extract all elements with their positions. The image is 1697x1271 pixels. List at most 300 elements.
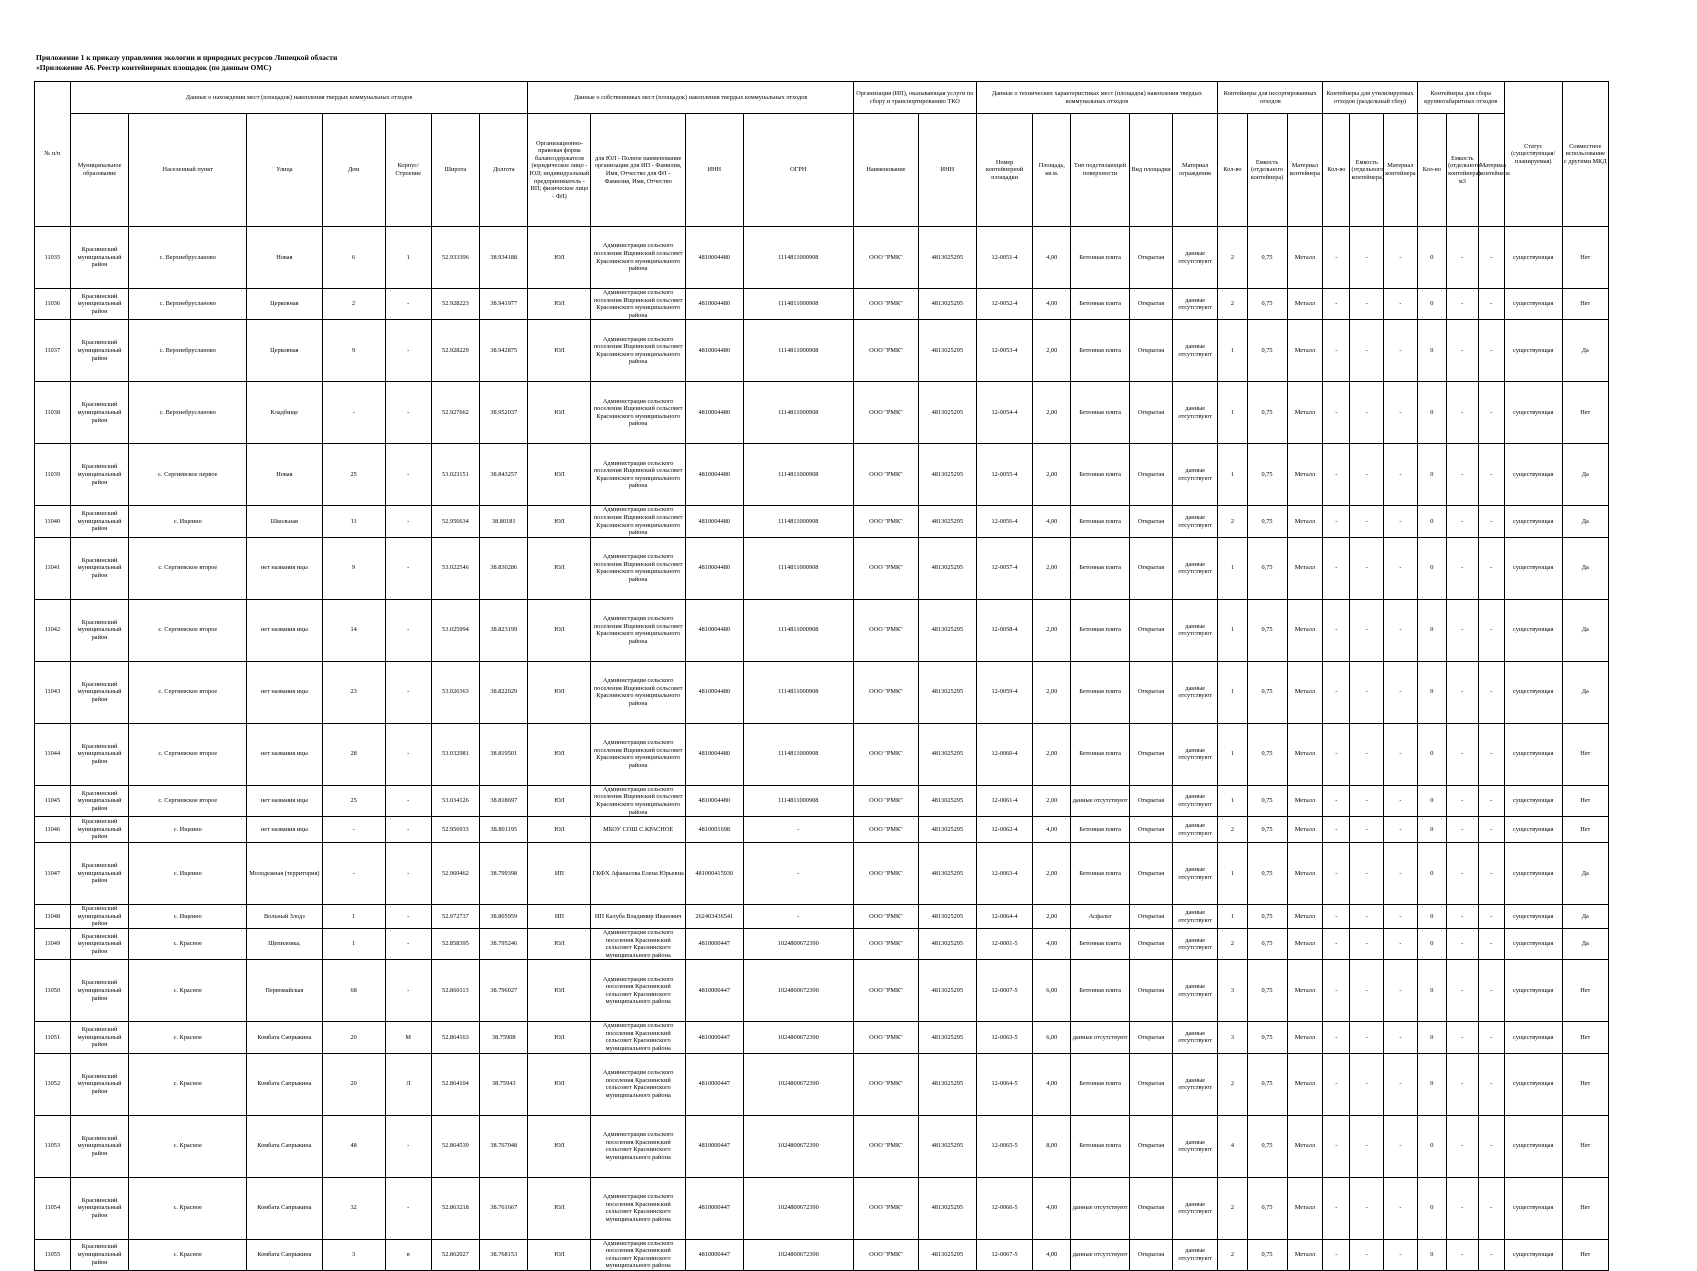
table-cell: - [1447,320,1478,382]
table-cell: 0,75 [1247,661,1287,723]
table-cell: Бетонная плита [1071,599,1130,661]
table-cell: 1 [322,905,385,929]
table-cell: существующая [1504,1022,1562,1053]
table-cell: данные отсутствуют [1173,1053,1218,1115]
table-cell: 1114811000908 [743,599,853,661]
table-cell: - [322,817,385,843]
table-cell: - [1447,537,1478,599]
header-site-number: Номер контейнерной площадки [976,114,1033,227]
table-cell: 1 [1218,905,1247,929]
table-cell: Администрация сельского поселения Ищеинский сельсовет Краснинского муниципального района [591,320,685,382]
table-cell: Открытая [1129,320,1172,382]
header-unsorted-capacity: Емкость (отдельного контейнера) [1247,114,1287,227]
table-cell: Администрация сельского поселения Ищеинский сельсовет Краснинского муниципального района [591,785,685,816]
header-recycling-material: Материал контейнера [1384,114,1418,227]
table-cell: 4813025295 [918,537,976,599]
table-cell: Открытая [1129,1239,1172,1270]
table-cell: Л [385,1053,431,1115]
table-cell: 4813025295 [918,661,976,723]
table-cell: 0 [1417,1177,1446,1239]
table-cell: 2,00 [1033,785,1071,816]
table-cell: 4813025295 [918,817,976,843]
table-cell: - [1384,1053,1418,1115]
table-cell: - [1350,723,1384,785]
table-cell: данные отсутствуют [1173,227,1218,289]
table-cell: 0,75 [1247,382,1287,444]
table-cell: Краснинский муниципальный район [70,382,129,444]
table-cell: существующая [1504,817,1562,843]
table-cell: - [1323,320,1350,382]
table-cell: 2,00 [1033,382,1071,444]
table-cell: - [385,1115,431,1177]
table-cell: ООО "РМК" [853,1053,918,1115]
table-cell: - [1447,723,1478,785]
table-cell: - [1447,817,1478,843]
table-cell: 52.960462 [431,843,479,905]
table-cell: - [1323,723,1350,785]
table-cell: 12-0001-5 [976,928,1033,959]
table-cell: 0,75 [1247,928,1287,959]
table-cell: ЮЛ [528,960,591,1022]
table-cell: 52.863218 [431,1177,479,1239]
table-cell: Бетонная плита [1071,843,1130,905]
table-cell: 4,00 [1033,928,1071,959]
table-cell: 38.819501 [480,723,528,785]
table-cell: 4813025295 [918,1239,976,1270]
table-cell: ЮЛ [528,599,591,661]
table-cell: - [1447,843,1478,905]
table-cell: - [1478,506,1504,537]
table-cell: Металл [1287,289,1323,320]
table-cell: 53.032981 [431,723,479,785]
table-cell: 4 [1218,1115,1247,1177]
table-cell: - [1447,785,1478,816]
table-cell: - [1323,928,1350,959]
table-cell: - [1350,444,1384,506]
table-cell: 38.942875 [480,320,528,382]
table-cell: - [385,817,431,843]
table-cell: с. Верхнебруслановo [129,320,247,382]
table-cell: существующая [1504,382,1562,444]
table-cell: - [1350,1022,1384,1053]
table-cell: 0,75 [1247,599,1287,661]
table-cell: с. Сергиевское второе [129,599,247,661]
table-cell: 0 [1417,227,1446,289]
table-cell: Металл [1287,1177,1323,1239]
table-cell: Нет [1562,723,1608,785]
table-cell: 14 [322,599,385,661]
table-cell: 4810000447 [685,928,743,959]
table-cell: - [1478,723,1504,785]
table-cell: 0,75 [1247,1239,1287,1270]
table-cell: данные отсутствуют [1173,506,1218,537]
table-cell: - [1384,661,1418,723]
table-row [35,444,1609,506]
table-cell: - [1384,506,1418,537]
table-cell: существующая [1504,661,1562,723]
table-cell: 0 [1417,1053,1446,1115]
table-cell: 9 [322,537,385,599]
table-row [35,928,1609,959]
table-cell: 11036 [35,289,71,320]
table-cell: 11037 [35,320,71,382]
table-cell: Нет [1562,1022,1608,1053]
table-cell: ООО "РМК" [853,785,918,816]
table-cell: 4810000447 [685,1115,743,1177]
header-surface-type: Тип подстилающей поверхности [1071,114,1130,227]
table-cell: - [1323,444,1350,506]
table-cell: - [1384,537,1418,599]
table-cell: - [1384,723,1418,785]
table-cell: - [385,785,431,816]
table-cell: Бетонная плита [1071,661,1130,723]
table-cell: 11049 [35,928,71,959]
table-cell: Открытая [1129,1053,1172,1115]
table-cell: 20 [322,1022,385,1053]
table-cell: 0 [1417,444,1446,506]
table-cell: Нет [1562,227,1608,289]
table-cell: ИП [528,843,591,905]
table-cell: Церковная [247,320,323,382]
table-cell: Да [1562,506,1608,537]
table-cell: - [1384,785,1418,816]
table-cell: 0,75 [1247,843,1287,905]
header-bulky-capacity: Емкость (отдельного контейнера) м3 [1447,114,1478,227]
table-cell: ЮЛ [528,928,591,959]
table-cell: ЮЛ [528,289,591,320]
table-cell: 2 [1218,289,1247,320]
table-cell: Открытая [1129,537,1172,599]
table-cell: - [1478,1053,1504,1115]
table-cell: 2 [1218,227,1247,289]
table-cell: - [1478,661,1504,723]
table-cell: существующая [1504,599,1562,661]
table-cell: данные отсутствуют [1173,723,1218,785]
table-cell: - [1447,227,1478,289]
table-cell: 6 [322,227,385,289]
table-cell: с. Сергиевское первое [129,444,247,506]
table-cell: - [1384,320,1418,382]
table-cell: 1 [1218,661,1247,723]
table-cell: 38.818697 [480,785,528,816]
table-cell: 4810004480 [685,506,743,537]
table-cell: 0,75 [1247,506,1287,537]
table-cell: - [1350,1053,1384,1115]
header-group-technical: Данные о технических характеристиках мест (площадок) накопления твердых коммунальных отходов [976,82,1217,114]
table-cell: 1114811000908 [743,289,853,320]
table-cell: - [1350,382,1384,444]
table-cell: Краснинский муниципальный район [70,1115,129,1177]
table-cell: Открытая [1129,1177,1172,1239]
table-cell: Металл [1287,599,1323,661]
table-cell: Да [1562,599,1608,661]
table-cell: 1114811000908 [743,382,853,444]
table-cell: Открытая [1129,843,1172,905]
header-group-location: Данные о нахождении мест (площадок) накопления твердых коммунальных отходов [70,82,528,114]
table-cell: 38.823199 [480,599,528,661]
table-cell: данные отсутствуют [1071,785,1130,816]
table-cell: Комбата Сапрыкина [247,1053,323,1115]
table-cell: - [1323,1022,1350,1053]
table-cell: - [1478,905,1504,929]
table-cell: ООО "РМК" [853,1022,918,1053]
table-cell: Краснинский муниципальный район [70,928,129,959]
table-cell: 0 [1417,506,1446,537]
header-building: Корпус/Строение [385,114,431,227]
table-cell: 4810004480 [685,661,743,723]
table-cell: Открытая [1129,444,1172,506]
table-cell: - [1384,1022,1418,1053]
table-cell: Бетонная плита [1071,723,1130,785]
table-cell: в [385,1239,431,1270]
table-cell: 52.858395 [431,928,479,959]
table-cell: данные отсутствуют [1173,289,1218,320]
table-cell: 11035 [35,227,71,289]
table-cell: 38.796027 [480,960,528,1022]
table-cell: 38.761667 [480,1177,528,1239]
table-row [35,320,1609,382]
header-unsorted-count: Кол-во [1218,114,1247,227]
table-cell: с. Ищеино [129,905,247,929]
table-cell: 1024800672390 [743,1115,853,1177]
table-cell: 38.822029 [480,661,528,723]
table-cell: - [1350,1115,1384,1177]
table-cell: 4813025295 [918,320,976,382]
header-owner-inn: ИНН [685,114,743,227]
table-cell: Администрация сельского поселения Краснинский сельсовет Краснинского муниципального района [591,1177,685,1239]
table-cell: нет названия ицы [247,537,323,599]
table-row [35,506,1609,537]
table-cell: - [1447,382,1478,444]
table-cell: 11040 [35,506,71,537]
table-cell: 0 [1417,320,1446,382]
table-cell: Да [1562,843,1608,905]
table-cell: с. Сергиевское второе [129,785,247,816]
title-line-2: «Приложение А6. Реестр контейнерных площадок (по данным ОМС) [36,63,272,72]
table-row [35,723,1609,785]
table-row [35,905,1609,929]
table-cell: - [1350,661,1384,723]
table-cell: данные отсутствуют [1173,785,1218,816]
table-cell: 0 [1417,905,1446,929]
table-cell: 1024800672390 [743,960,853,1022]
table-cell: Бетонная плита [1071,506,1130,537]
table-cell: ООО "РМК" [853,320,918,382]
table-cell: 4,00 [1033,506,1071,537]
table-cell: - [1478,289,1504,320]
table-cell: - [1350,1239,1384,1270]
table-cell: 52.928223 [431,289,479,320]
table-row [35,227,1609,289]
table-cell: 12-0067-5 [976,1239,1033,1270]
table-row [35,661,1609,723]
table-cell: 12-0066-5 [976,1177,1033,1239]
table-cell: - [743,817,853,843]
table-cell: 1114811000908 [743,227,853,289]
header-group-unsorted-containers: Контейнеры для несортированных отходов [1218,82,1323,114]
table-cell: с. Верхнебруслановo [129,227,247,289]
table-cell: Краснинский муниципальный район [70,817,129,843]
table-cell: 4813025295 [918,723,976,785]
table-cell: 38.952037 [480,382,528,444]
table-cell: Администрация сельского поселения Ищеинский сельсовет Краснинского муниципального района [591,227,685,289]
table-cell: 20 [322,1053,385,1115]
table-cell: 4810000447 [685,1239,743,1270]
table-cell: - [1323,817,1350,843]
table-cell: 4810004480 [685,599,743,661]
table-cell: Школьная [247,506,323,537]
table-cell: 1024800672390 [743,928,853,959]
title-line-1: Приложение 1 к приказу управления экологии и природных ресурсов Липецкой области [36,53,338,62]
table-cell: - [1384,382,1418,444]
table-cell: 2,00 [1033,905,1071,929]
table-cell: 0,75 [1247,289,1287,320]
table-cell: ООО "РМК" [853,506,918,537]
table-cell: - [1447,1239,1478,1270]
table-cell: Краснинский муниципальный район [70,289,129,320]
table-cell: 0 [1417,599,1446,661]
table-row [35,960,1609,1022]
header-operator-name: Наименование [853,114,918,227]
table-cell: 4813025295 [918,506,976,537]
table-cell: 4810004480 [685,537,743,599]
table-cell: 6,00 [1033,1022,1071,1053]
table-cell: 52.862027 [431,1239,479,1270]
table-cell: 38.75908 [480,1022,528,1053]
table-cell: 11051 [35,1022,71,1053]
table-cell: Да [1562,537,1608,599]
table-cell: 4813025295 [918,785,976,816]
table-cell: ООО "РМК" [853,289,918,320]
table-cell: Комбата Сапрыкина [247,1115,323,1177]
table-cell: - [385,537,431,599]
table-cell: 12-0055-4 [976,444,1033,506]
table-cell: 38.830286 [480,537,528,599]
table-cell: Администрация сельского поселения Краснинский сельсовет Краснинского муниципального района [591,1239,685,1270]
table-cell: - [1478,960,1504,1022]
table-cell: - [1447,960,1478,1022]
table-cell: 38.801195 [480,817,528,843]
table-cell: - [385,599,431,661]
table-cell: ЮЛ [528,227,591,289]
table-cell: 52.928229 [431,320,479,382]
table-cell: с. Красное [129,960,247,1022]
table-row [35,817,1609,843]
table-cell: - [1447,1053,1478,1115]
header-longitude: Долгота [480,114,528,227]
table-cell: М [385,1022,431,1053]
table-cell: 32 [322,1177,385,1239]
table-cell: 52.860113 [431,960,479,1022]
table-cell: - [1350,843,1384,905]
table-cell: Металл [1287,785,1323,816]
table-cell: 53.034126 [431,785,479,816]
table-cell: Комбата Сапрыкина [247,1022,323,1053]
table-cell: - [1384,444,1418,506]
header-recycling-capacity: Емкость (отдельного контейнера) [1350,114,1384,227]
table-cell: Администрация сельского поселения Ищеинский сельсовет Краснинского муниципального района [591,289,685,320]
table-cell: ООО "РМК" [853,723,918,785]
table-cell: Краснинский муниципальный район [70,537,129,599]
table-cell: 1 [1218,723,1247,785]
header-recycling-count: Кол-во [1323,114,1350,227]
table-cell: 11041 [35,537,71,599]
table-cell: - [385,506,431,537]
table-cell: 38.843257 [480,444,528,506]
table-cell: 1 [385,227,431,289]
table-cell: существующая [1504,320,1562,382]
table-cell: Металл [1287,1053,1323,1115]
table-cell: 1 [1218,785,1247,816]
table-cell: - [1323,905,1350,929]
table-cell: - [1478,1115,1504,1177]
header-bulky-material: Материал контейнера [1478,114,1504,227]
table-cell: ООО "РМК" [853,905,918,929]
header-group-operator: Организация (ИП), оказывающая услуги по сбору и транспортированию ТКО [853,82,976,114]
table-cell: - [1350,506,1384,537]
table-cell: 0,75 [1247,960,1287,1022]
table-cell: - [1350,928,1384,959]
table-cell: Асфальт [1071,905,1130,929]
table-cell: существующая [1504,444,1562,506]
table-cell: с. Красное [129,928,247,959]
table-cell: 12-0064-5 [976,1053,1033,1115]
table-cell: 1 [1218,382,1247,444]
table-cell: Нет [1562,1239,1608,1270]
table-cell: Новая [247,444,323,506]
table-cell: Металл [1287,843,1323,905]
header-house: Дом [322,114,385,227]
table-cell: 262403436541 [685,905,743,929]
table-cell: - [1478,817,1504,843]
table-cell: с. Сергиевское второе [129,661,247,723]
table-cell: - [385,843,431,905]
table-cell: 38.799398 [480,843,528,905]
header-group-owner: Данные о собственниках мест (площадок) накопления твердых коммунальных отходов [528,82,853,114]
table-cell: 1 [322,928,385,959]
header-group-bulky-containers: Контейнеры для сбора крупногабаритных отходов [1417,82,1504,114]
table-cell: 1114811000908 [743,444,853,506]
table-cell: 4,00 [1033,227,1071,289]
table-cell: с. Ищеино [129,843,247,905]
table-cell: 25 [322,785,385,816]
table-cell: - [1478,785,1504,816]
table-cell: Металл [1287,928,1323,959]
table-cell: 0 [1417,289,1446,320]
table-cell: 0 [1417,1239,1446,1270]
table-cell: ЮЛ [528,1053,591,1115]
table-cell: Металл [1287,506,1323,537]
header-legal-form: Организационно-правовая форма балансодержателя (юридическое лицо - ЮЛ; индивидуальный предприниматель - ИП; физическое лицо - ФЛ) [528,114,591,227]
table-cell: 2 [322,289,385,320]
table-cell: Бетонная плита [1071,1115,1130,1177]
table-cell: 4810004480 [685,723,743,785]
header-municipality: Муниципальное образование [70,114,129,227]
table-cell: - [1384,843,1418,905]
table-cell: - [1350,960,1384,1022]
table-cell: 12-0058-4 [976,599,1033,661]
table-cell: Бетонная плита [1071,289,1130,320]
table-cell: - [1447,599,1478,661]
header-area: Площадь, кв.м. [1033,114,1071,227]
table-cell: - [1478,599,1504,661]
table-cell: Краснинский муниципальный район [70,227,129,289]
table-row [35,843,1609,905]
table-cell: ООО "РМК" [853,1115,918,1177]
table-cell: 38.934188 [480,227,528,289]
table-cell: - [1384,1115,1418,1177]
table-cell: - [1447,444,1478,506]
